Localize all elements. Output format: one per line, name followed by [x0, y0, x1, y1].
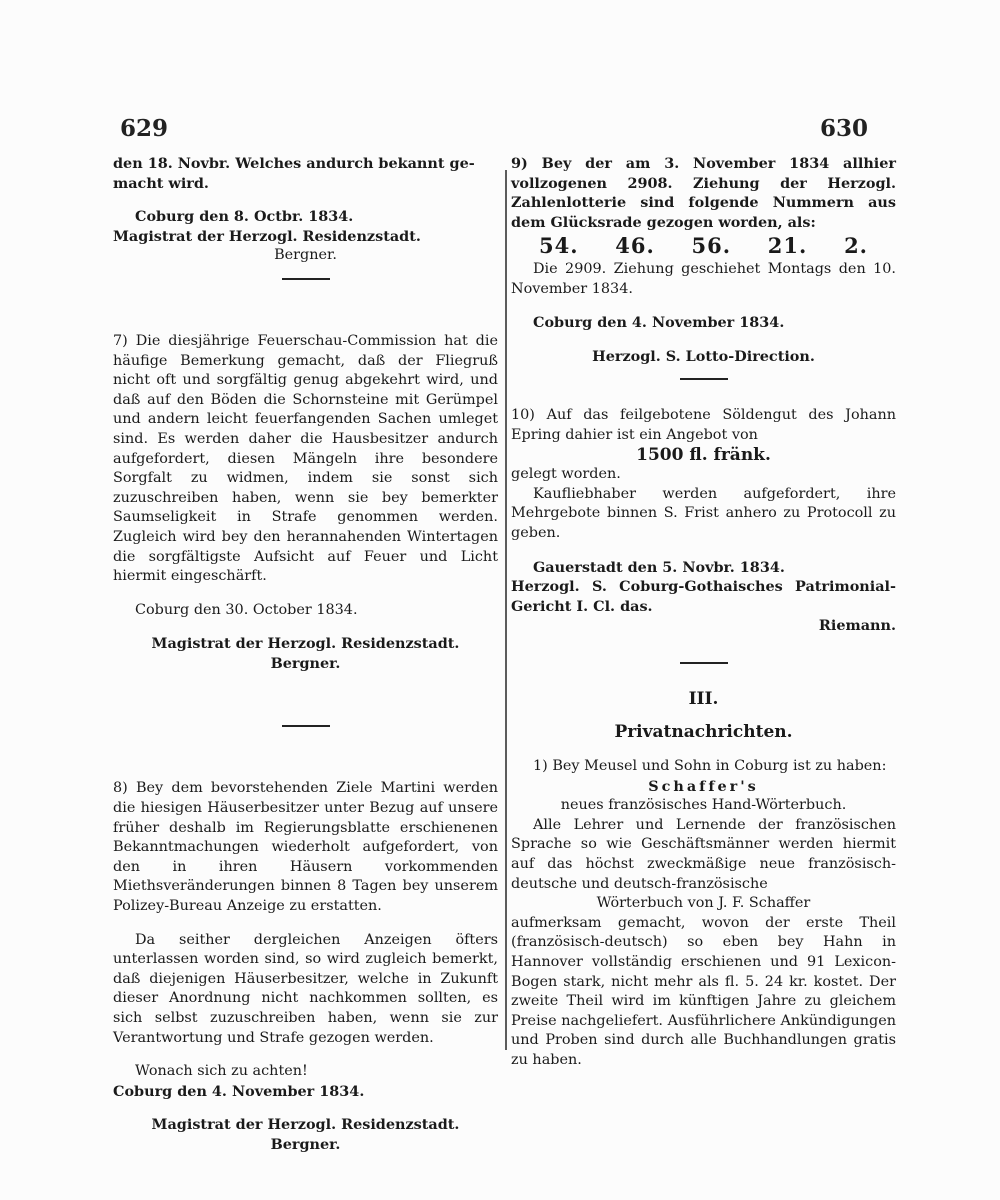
left-top-line-1: den 18. Novbr. Welches andurch bekannt ge-	[113, 155, 475, 172]
signature-authority: Magistrat der Herzogl. Residenzstadt.	[151, 1116, 460, 1134]
signature-name: Bergner.	[270, 1135, 341, 1153]
notice-8: 8) Bey dem bevorstehenden Ziele Martini werden die hiesigen Häuserbesitzer unter Bezug auf unsere früher deshalb im Regierungsblatte erschienenen Bekanntmachungen wiederholt aufgefordert, von den in ihren Häusern vorkommenden Miethsveränderungen binnen 8 Tagen bey unserem Polizey-Bureau Anzeige zu erstatten.	[113, 780, 498, 915]
section-number: III.	[688, 688, 719, 709]
signature-name: Bergner.	[270, 654, 341, 672]
left-top-line-2: macht wird.	[113, 174, 209, 192]
price: 1500 fl. fränk.	[636, 444, 771, 465]
spacer	[511, 299, 896, 313]
spacer	[113, 1101, 498, 1115]
spacer	[113, 292, 498, 332]
spacer	[113, 1048, 498, 1062]
lottery-number: 2.	[844, 233, 868, 259]
page-number-left: 629	[120, 115, 169, 142]
spacer	[511, 709, 896, 723]
notice-10-continued: gelegt worden.	[511, 466, 621, 483]
date-line: Coburg den 30. October 1834.	[135, 601, 358, 618]
right-column	[511, 154, 896, 1071]
next-draw: Die 2909. Ziehung geschiehet Montags den 10. November 1834.	[511, 260, 896, 297]
notice-8-continued: Da seither dergleichen Anzeigen öfters unterlassen worden sind, so wird zugleich bemerkt, daß diejenigen Häuserbesitzer, welche in Zukunft dieser Anordnung nicht nachkommen sollten, es sich selbst zuzuschreiben haben, wenn sie zur Verantwortung und Strafe gezogen werden.	[113, 931, 498, 1046]
book-author-line: Wörterbuch von J. F. Schaffer	[596, 895, 811, 912]
left-column	[113, 154, 498, 1155]
book-title: Schaffer's	[648, 777, 759, 795]
date-line: Gauerstadt den 5. Novbr. 1834.	[533, 558, 785, 576]
book-description-continued: aufmerksam gemacht, wovon der erste Theil (französisch-deutsch) so eben bey Hahn in Hannover vollständig erschienen und 91 Lexicon-Bogen stark, nicht mehr als fl. 5. 24 kr. kostet. Der zweite Theil wird im künftigen Jahre zu gleichem Preise nachgeliefert. Ausführlichere Ankündigungen und Proben sind durch alle Buchhandlungen gratis zu haben.	[511, 914, 896, 1068]
lottery-number: 54.	[539, 233, 579, 259]
book-subtitle: neues französisches Hand-Wörterbuch.	[560, 797, 847, 814]
page-number-right: 630	[819, 115, 868, 142]
separator-dash	[282, 725, 330, 727]
spacer	[511, 743, 896, 757]
signature-name: Riemann.	[818, 617, 896, 635]
spacer	[113, 587, 498, 601]
lottery-number: 46.	[615, 233, 655, 259]
closing-phrase: Wonach sich zu achten!	[135, 1063, 308, 1080]
lottery-numbers	[511, 232, 896, 260]
spacer	[511, 544, 896, 558]
spacer	[113, 620, 498, 634]
date-line: Coburg den 4. November 1834.	[113, 1082, 365, 1100]
notice-10: 10) Auf das feilgebotene Söldengut des Johann Epring dahier ist ein Angebot von	[511, 407, 896, 443]
lottery-number: 56.	[691, 233, 732, 259]
separator-dash	[680, 378, 728, 380]
spacer	[113, 917, 498, 931]
date-line: Coburg den 8. Octbr. 1834.	[135, 208, 354, 226]
spacer	[511, 392, 896, 406]
private-notice-1: 1) Bey Meusel und Sohn in Coburg ist zu haben:	[533, 758, 887, 775]
signature-authority: Herzogl. S. Lotto-Direction.	[592, 347, 815, 365]
notice-7: 7) Die diesjährige Feuerschau-Commission hat die häufige Bemerkung gemacht, daß der Fliegruß nicht oft und sorgfältig genug abgekehrt wird, und daß auf den Böden die Schornsteine mit Gerümpel und andern leicht feuerfangenden Sachen umleget sind. Es werden daher die Hausbesitzer andurch aufgefordert, diesen Mängeln ihre besondere Sorgfalt zu widmen, indem sie sonst sich zuzuschreiben haben, wenn sie bey bemerkter Saumseligkeit in Strafe genommen werden. Zugleich wird bey den herannahenden Wintertagen die sorgfältigste Aufsicht auf Feuer und Licht hiermit eingeschärft.	[113, 332, 498, 585]
signature-authority: Magistrat der Herzogl. Residenzstadt.	[151, 635, 460, 653]
notice-9: 9) Bey der am 3. November 1834 allhier vollzogenen 2908. Ziehung der Herzogl. Zahlenlotterie sind folgende Nummern aus dem Glücksrade gezogen worden, als:	[511, 155, 896, 231]
court-name: Herzogl. S. Coburg-Gothaisches Patrimonial-Gericht I. Cl. das.	[511, 578, 896, 615]
spacer	[113, 193, 498, 207]
signature-name: Bergner.	[274, 247, 337, 264]
separator-dash	[282, 278, 330, 280]
spacer	[113, 673, 498, 713]
column-divider	[505, 170, 507, 1050]
date-line: Coburg den 4. November 1834.	[533, 314, 785, 332]
book-description: Alle Lehrer und Lernende der französischen Sprache so wie Geschäftsmänner werden hiermit auf das höchst zweckmäßige neue französisch-deutsche und deutsch-französische	[511, 816, 896, 892]
notice-10-text: Kaufliebhaber werden aufgefordert, ihre Mehrgebote binnen S. Frist anhero zu Protocoll zu geben.	[511, 485, 896, 541]
spacer	[511, 333, 896, 347]
spacer	[511, 676, 896, 690]
spacer	[113, 739, 498, 779]
separator-dash	[680, 662, 728, 664]
spacer	[511, 636, 896, 650]
signature-authority: Magistrat der Herzogl. Residenzstadt.	[113, 227, 421, 245]
lottery-number: 21.	[767, 233, 808, 259]
section-title: Privatnachrichten.	[614, 722, 793, 743]
